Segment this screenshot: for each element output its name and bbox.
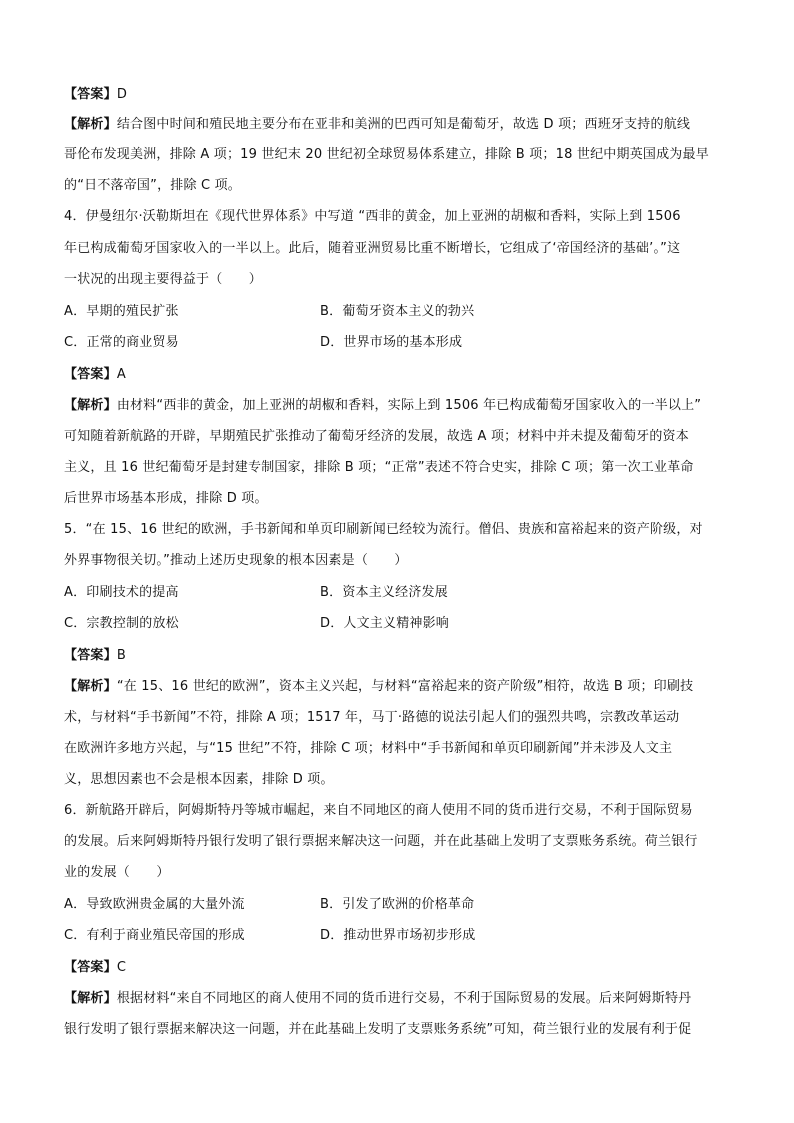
analysis-line: 【解析】由材料“西非的黄金，加上亚洲的胡椒和香料，实际上到 1506 年已构成葡萄牙国家收入的一半以上” <box>64 398 702 413</box>
question-stem: 一状况的出现主要得益于（ ） <box>64 272 263 287</box>
analysis-line: 术，与材料“手书新闻”不符，排除 A 项；1517 年，马丁·路德的说法引起人们的强烈共鸣，宗教改革运动 <box>64 710 680 725</box>
analysis-line: 哥伦布发现美洲，排除 A 项；19 世纪末 20 世纪初全球贸易体系建立，排除 B 项；18 世纪中期英国成为最早 <box>64 147 709 162</box>
analysis-line: 主义，且 16 世纪葡萄牙是封建专制国家，排除 B 项；“正常”表述不符合史实，排除 C 项；第一次工业革命 <box>64 460 694 475</box>
option-c: C．宗教控制的放松 <box>64 616 179 631</box>
option-d: D．人文主义精神影响 <box>320 616 450 631</box>
option-b: B．引发了欧洲的价格革命 <box>320 897 475 912</box>
analysis-line: 义，思想因素也不会是根本因素，排除 D 项。 <box>64 772 334 787</box>
analysis-line: 的“日不落帝国”，排除 C 项。 <box>64 178 242 193</box>
analysis-line: 可知随着新航路的开辟，早期殖民扩张推动了葡萄牙经济的发展，故选 A 项；材料中并未提及葡萄牙的资本 <box>64 429 689 444</box>
question-stem: 业的发展（ ） <box>64 865 170 880</box>
question-stem: 4．伊曼纽尔·沃勒斯坦在《现代世界体系》中写道 “西非的黄金，加上亚洲的胡椒和香料，实际上到 1506 <box>64 209 681 224</box>
analysis-line: 银行发明了银行票据来解决这一问题，并在此基础上发明了支票账务系统”可知，荷兰银行业的发展有利于促 <box>64 1022 692 1037</box>
question-stem: 年已构成葡萄牙国家收入的一半以上。此后，随着亚洲贸易比重不断增长，它组成了‘帝国经济的基础’。”这 <box>64 241 681 256</box>
option-a: A．早期的殖民扩张 <box>64 304 179 319</box>
analysis-line: 在欧洲许多地方兴起，与“15 世纪”不符，排除 C 项；材料中“手书新闻和单页印刷新闻”并未涉及人文主 <box>64 741 673 756</box>
option-c: C．有利于商业殖民帝国的形成 <box>64 928 245 943</box>
question-stem: 6．新航路开辟后，阿姆斯特丹等城市崛起，来自不同地区的商人使用不同的货币进行交易，不利于国际贸易 <box>64 803 693 818</box>
question-stem: 外界事物很关切。”推动上述历史现象的根本因素是（ ） <box>64 553 408 568</box>
option-a: A．导致欧洲贵金属的大量外流 <box>64 897 245 912</box>
analysis-line: 【解析】结合图中时间和殖民地主要分布在亚非和美洲的巴西可知是葡萄牙，故选 D 项；西班牙支持的航线 <box>64 117 691 132</box>
option-d: D．世界市场的基本形成 <box>320 335 463 350</box>
option-a: A．印刷技术的提高 <box>64 585 179 600</box>
answer-line: 【答案】B <box>64 648 126 663</box>
option-b: B．资本主义经济发展 <box>320 585 448 600</box>
option-c: C．正常的商业贸易 <box>64 335 179 350</box>
analysis-line: 后世界市场基本形成，排除 D 项。 <box>64 491 268 506</box>
question-stem: 的发展。后来阿姆斯特丹银行发明了银行票据来解决这一问题，并在此基础上发明了支票账务系统。荷兰银行 <box>64 834 698 849</box>
question-stem: 5．“在 15、16 世纪的欧洲，手书新闻和单页印刷新闻已经较为流行。僧侣、贵族和富裕起来的资产阶级，对 <box>64 522 703 537</box>
option-b: B．葡萄牙资本主义的勃兴 <box>320 304 475 319</box>
analysis-line: 【解析】根据材料“来自不同地区的商人使用不同的货币进行交易，不利于国际贸易的发展。后来阿姆斯特丹 <box>64 991 692 1006</box>
answer-line: 【答案】A <box>64 367 126 382</box>
answer-line: 【答案】D <box>64 87 128 102</box>
answer-line: 【答案】C <box>64 960 127 975</box>
option-d: D．推动世界市场初步形成 <box>320 928 476 943</box>
analysis-line: 【解析】“在 15、16 世纪的欧洲”，资本主义兴起，与材料“富裕起来的资产阶级”相符，故选 B 项；印刷技 <box>64 679 694 694</box>
